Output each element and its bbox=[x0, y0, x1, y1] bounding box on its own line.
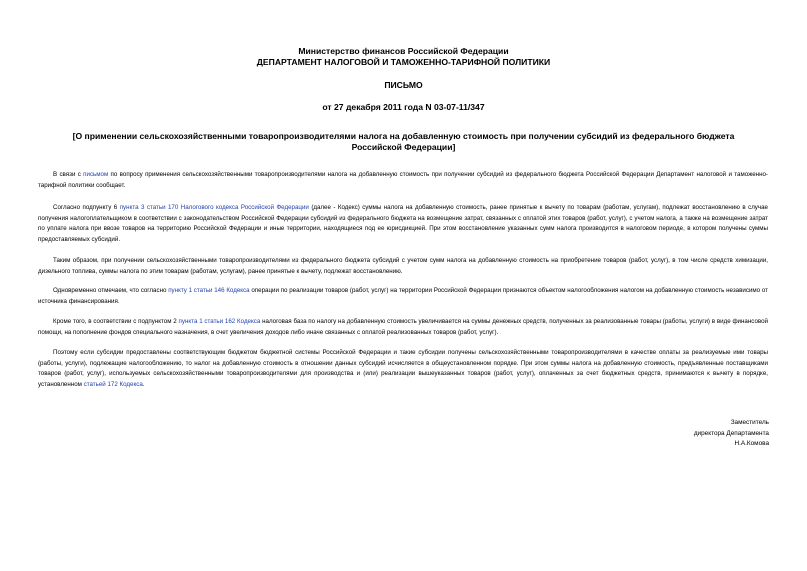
letter-link[interactable]: письмом bbox=[83, 171, 109, 178]
paragraph-2-text-b: (далее - Кодекс) суммы налога на добавленную стоимость, ранее принятые к вычету по товарам (работам, услугам), подлежат восстановлению в случае получения налогоплательщиком в соответствии с законодательством Российской Федерации субсидий из федерального бюджета на возмещение затрат, связанных с оплатой этих товаров (работ, услуг), с учетом налога, а также на возмещение затрат по уплате налога при ввозе товаров на территорию Российской Федерации и иные территории, находящиеся под ее юрисдикцией. При этом восстановление указанных сумм налога производится в налоговом периоде, в котором получены суммы предоставляемых субсидий. bbox=[38, 204, 769, 243]
paragraph-2-text-a: Согласно подпункту 6 bbox=[53, 204, 120, 211]
paragraph-4-text-b: операции по реализации товаров (работ, услуг) на территории Российской Федерации признаются объектом налогообложения налогом на добавленную стоимость независимо от источника финансирования. bbox=[38, 287, 768, 305]
paragraph-3 bbox=[38, 256, 768, 277]
signature-block bbox=[569, 418, 769, 450]
paragraph-4 bbox=[38, 286, 768, 307]
tax-code-article-170-link[interactable]: пункта 3 статьи 170 Налогового кодекса Российской Федерации bbox=[119, 204, 309, 211]
signature-name: Н.А.Комова bbox=[734, 440, 769, 448]
department-name: ДЕПАРТАМЕНТ НАЛОГОВОЙ И ТАМОЖЕННО-ТАРИФНОЙ ПОЛИТИКИ bbox=[256, 57, 551, 67]
document-type: ПИСЬМО bbox=[384, 80, 423, 90]
ministry-name: Министерство финансов Российской Федерации bbox=[298, 46, 509, 56]
code-article-146-link[interactable]: пункту 1 статьи 146 Кодекса bbox=[168, 287, 250, 294]
paragraph-1-text-a: В связи с bbox=[53, 171, 84, 178]
paragraph-5-text-a: Кроме того, в соответствии с подпунктом 2 bbox=[53, 318, 179, 325]
document-title: [О применении сельскохозяйственными товаропроизводителями налога на добавленную стоимость при получении субсидий из федерального бюджета Российской Федерации] bbox=[72, 131, 735, 152]
document-date-number: от 27 декабря 2011 года N 03-07-11/347 bbox=[322, 102, 485, 112]
paragraph-1 bbox=[38, 170, 768, 191]
paragraph-2 bbox=[38, 203, 768, 245]
paragraph-5-text-b: налоговая база по налогу на добавленную стоимость увеличивается на суммы денежных средств, полученных за реализованные товары (работы, услуги) в виде финансовой помощи, на пополнение фондов специального назначения, в счет увеличения доходов либо иначе связанных с оплатой реализованных товаров (работ, услуг). bbox=[38, 318, 769, 336]
signature-position-line1: Заместитель bbox=[730, 419, 769, 426]
paragraph-5 bbox=[38, 317, 768, 338]
paragraph-1-text-b: по вопросу применения сельскохозяйственными товаропроизводителями налога на добавленную стоимость при получении субсидий из федерального бюджета Российской Федерации Департамент налоговой и таможенно-тарифной политики сообщает. bbox=[38, 171, 768, 189]
code-article-162-link[interactable]: пункта 1 статьи 162 Кодекса bbox=[178, 318, 261, 325]
paragraph-6 bbox=[38, 348, 768, 390]
paragraph-3-text: Таким образом, при получении сельскохозяйственными товаропроизводителями из федерального бюджета субсидий с учетом сумм налога на добавленную стоимость на приобретение товаров (работ, услуг), в том числе средств химизации, дизельного топлива, суммы налога по этим товарам (работам, услугам), ранее принятые к вычету, подлежат восстановлению. bbox=[38, 257, 768, 275]
paragraph-6-text-b: . bbox=[142, 380, 145, 388]
signature-position-line2: директора Департамента bbox=[693, 429, 769, 437]
paragraph-6-text-a: Поэтому если субсидии предоставлены соответствующим бюджетом бюджетной системы Российской Федерации и такие субсидии получены сельскохозяйственными товаропроизводителями в качестве оплаты за реализуемые ими товары (работы, услуги), подлежащие налогообложению, то налог на добавленную стоимость в отношении данных субсидий исчисляется в общеустановленном порядке. При этом суммы налога на добавленную стоимость, предъявленные поставщиками товаров (работ, услуг), используемых сельскохозяйственными товаропроизводителями для производства и (или) реализации вышеуказанных товаров (работ, услуг), оплаченных за счет бюджетных средств, принимаются к вычету в порядке, установленном bbox=[38, 349, 768, 388]
paragraph-4-text-a: Одновременно отмечаем, что согласно bbox=[53, 287, 169, 294]
code-article-172-link[interactable]: статьей 172 Кодекса bbox=[83, 380, 143, 388]
